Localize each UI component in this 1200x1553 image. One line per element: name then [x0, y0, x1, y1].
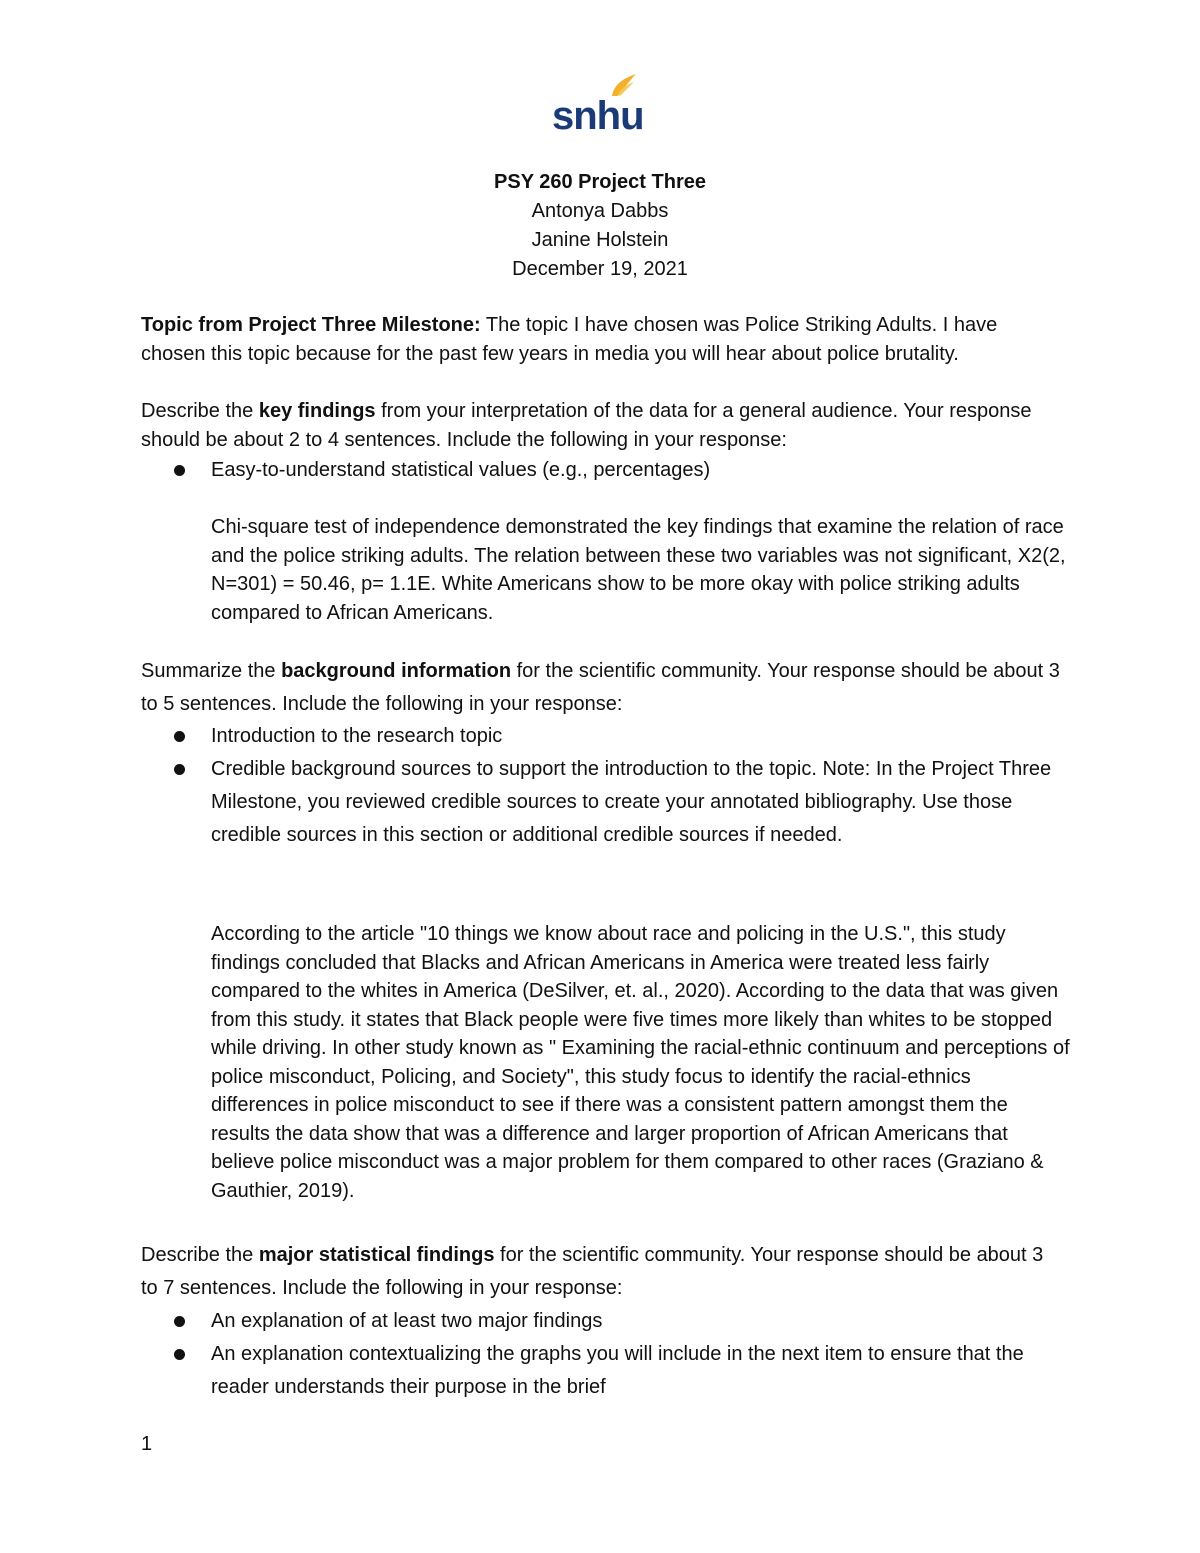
prompt-bold: background information: [281, 660, 512, 682]
prompt-text: Describe the: [141, 1244, 259, 1266]
background-answer: According to the article "10 things we know about race and policing in the U.S.", this study findings concluded that Blacks and African Americans in America were treated less fairly compared to the whites in America (DeSilver, et. al., 2020). According to the data that was given from this study. it states that Black people were five times more likely than whites to be stopped while driving. In other study known as " Examining the racial-ethnic continuum and perceptions of police misconduct, Policing, and Society", this study focus to identify the racial-ethnics differences in police misconduct to see if there was a consistent pattern amongst them the results the data show that was a difference and larger proportion of African Americans that believe police misconduct was a major problem for them compared to other races (Graziano & Gauthier, 2019).: [211, 923, 1070, 1202]
prompt-text: from your interpretation of the data for a general audience. Your response should be about 2 to 4 sentences. Include the following in your response:: [141, 400, 1032, 451]
prompt-text: Describe the: [141, 400, 259, 422]
list-item: [174, 454, 1064, 487]
logo-text: snhu: [552, 94, 644, 138]
bullet-icon: [174, 465, 185, 476]
flame-icon: [608, 70, 638, 100]
key-findings-prompt: [141, 397, 1061, 455]
statistical-prompt: [141, 1239, 1061, 1305]
bullet-icon: [174, 764, 185, 775]
bullet-text: Introduction to the research topic: [211, 725, 503, 747]
bullet-icon: [174, 731, 185, 742]
bullet-icon: [174, 1316, 185, 1327]
list-item: [174, 1338, 1064, 1404]
prompt-text: for the scientific community. Your response should be about 3 to 7 sentences. Include the following in your response:: [141, 1244, 1044, 1299]
bullet-text: An explanation contextualizing the graphs you will include in the next item to ensure that the reader understands their purpose in the brief: [211, 1343, 1024, 1398]
topic-label: Topic from Project Three Milestone:: [141, 314, 481, 336]
prompt-text: for the scientific community. Your response should be about 3 to 5 sentences. Include the following in your response:: [141, 660, 1060, 715]
author-name: Antonya Dabbs: [531, 200, 669, 222]
instructor-name: Janine Holstein: [531, 229, 669, 251]
document-title: PSY 260 Project Three: [494, 171, 706, 193]
page-number: 1: [141, 1433, 153, 1455]
background-prompt: [141, 655, 1061, 721]
snhu-logo: [552, 70, 642, 136]
bullet-text: An explanation of at least two major findings: [211, 1310, 603, 1332]
list-item: [174, 1305, 1064, 1338]
bullet-icon: [174, 1349, 185, 1360]
key-findings-answer: Chi-square test of independence demonstrated the key findings that examine the relation of race and the police striking adults. The relation between these two variables was not significant, X2(2, N=301) = 50.46, p= 1.1E. White Americans show to be more okay with police striking adults compared to African Americans.: [211, 516, 1066, 624]
topic-paragraph: [141, 311, 1061, 369]
list-item: [174, 753, 1064, 852]
prompt-text: Summarize the: [141, 660, 282, 682]
prompt-bold: key findings: [258, 400, 376, 422]
bullet-text: Credible background sources to support the introduction to the topic. Note: In the Project Three Milestone, you reviewed credible sources to create your annotated bibliography. Use those credible sources in this section or additional credible sources if needed.: [211, 758, 1052, 846]
document-date: December 19, 2021: [512, 258, 688, 280]
topic-text: The topic I have chosen was Police Striking Adults. I have chosen this topic because for the past few years in media you will hear about police brutality.: [141, 314, 998, 365]
list-item: [174, 720, 1064, 753]
prompt-bold: major statistical findings: [258, 1244, 495, 1266]
bullet-text: Easy-to-understand statistical values (e.g., percentages): [211, 459, 711, 481]
document-header: [0, 168, 1200, 284]
